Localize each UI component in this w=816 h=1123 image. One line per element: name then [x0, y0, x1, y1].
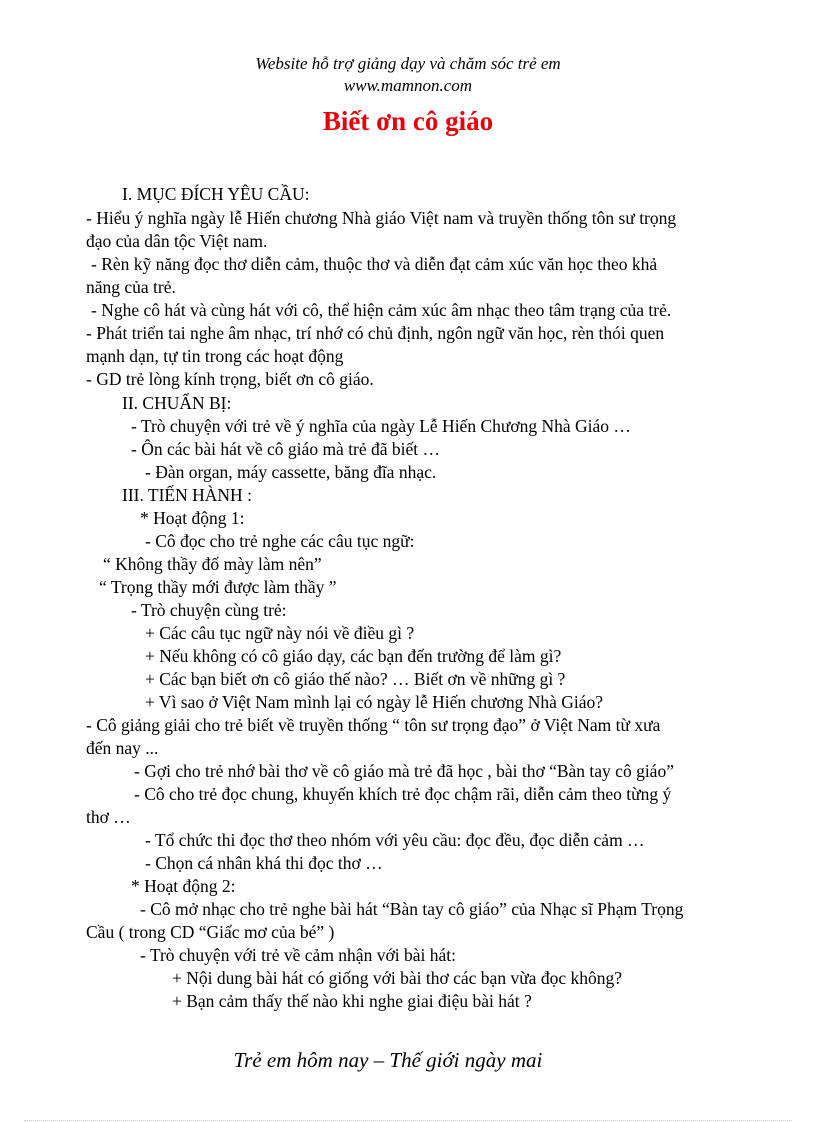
footer-slogan: Trẻ em hôm nay – Thế giới ngày mai — [233, 1048, 543, 1072]
text-line: - Nghe cô hát và cùng hát với cô, thể hiện cảm xúc âm nhạc theo tâm trạng của trẻ. — [91, 300, 672, 320]
text-line: - Rèn kỹ năng đọc thơ diễn cảm, thuộc thơ và diễn đạt cảm xúc văn học theo khả — [91, 254, 658, 274]
text-line: + Nếu không có cô giáo dạy, các bạn đến trường để làm gì? — [145, 646, 562, 666]
page-edge-divider — [24, 1120, 792, 1121]
text-line: - Ôn các bài hát về cô giáo mà trẻ đã biết … — [131, 439, 441, 459]
text-line: + Nội dung bài hát có giống với bài thơ các bạn vừa đọc không? — [172, 968, 622, 988]
text-line: + Các bạn biết ơn cô giáo thế nào? … Biết ơn về những gì ? — [145, 669, 566, 689]
text-line: đến nay ... — [86, 738, 159, 758]
proverb-line: “ Không thầy đố mày làm nên” — [103, 554, 322, 574]
activity-heading: * Hoạt động 1: — [140, 508, 245, 528]
text-line: - GD trẻ lòng kính trọng, biết ơn cô giáo. — [86, 369, 374, 389]
text-line: + Vì sao ở Việt Nam mình lại có ngày lễ Hiến chương Nhà Giáo? — [145, 692, 604, 712]
proverb-line: “ Trọng thầy mới được làm thầy ” — [99, 577, 337, 597]
text-line: - Cô mở nhạc cho trẻ nghe bài hát “Bàn tay cô giáo” của Nhạc sĩ Phạm Trọng — [140, 899, 684, 919]
document-title: Biết ơn cô giáo — [322, 106, 494, 136]
text-line: - Phát triển tai nghe âm nhạc, trí nhớ có chủ định, ngôn ngữ văn học, rèn thói quen — [86, 323, 665, 343]
text-line: mạnh dạn, tự tin trong các hoạt động — [86, 346, 344, 366]
text-line: - Trò chuyện cùng trẻ: — [131, 600, 287, 620]
text-line: - Trò chuyện với trẻ về ý nghĩa của ngày Lễ Hiến Chương Nhà Giáo … — [131, 416, 631, 436]
text-line: - Đàn organ, máy cassette, băng đĩa nhạc. — [145, 462, 437, 482]
header-website-line: Website hỗ trợ giảng dạy và chăm sóc trẻ em — [255, 54, 561, 73]
text-line: - Cô giảng giải cho trẻ biết về truyền thống “ tôn sư trọng đạo” ở Việt Nam từ xưa — [86, 715, 661, 735]
section-heading-procedure: III. TIẾN HÀNH : — [122, 485, 252, 505]
header-url: www.mamnon.com — [343, 76, 473, 95]
text-line: - Cô cho trẻ đọc chung, khuyến khích trẻ đọc chậm rãi, diễn cảm theo từng ý — [134, 784, 672, 804]
text-line: thơ … — [86, 807, 131, 827]
text-line: + Các câu tục ngữ này nói về điều gì ? — [145, 623, 415, 643]
text-line: năng của trẻ. — [86, 277, 176, 297]
text-line: đạo của dân tộc Việt nam. — [86, 231, 268, 251]
section-heading-objectives: I. MỤC ĐÍCH YÊU CẦU: — [122, 184, 310, 204]
section-heading-preparation: II. CHUẨN BỊ: — [122, 393, 232, 413]
text-line: - Trò chuyện với trẻ về cảm nhận với bài hát: — [140, 945, 456, 965]
text-line: - Cô đọc cho trẻ nghe các câu tục ngữ: — [145, 531, 415, 551]
text-line: + Bạn cảm thấy thế nào khi nghe giai điệu bài hát ? — [172, 991, 532, 1011]
text-line: - Hiểu ý nghĩa ngày lễ Hiến chương Nhà giáo Việt nam và truyền thống tôn sư trọng — [86, 208, 677, 228]
text-line: - Gợi cho trẻ nhớ bài thơ về cô giáo mà trẻ đã học , bài thơ “Bàn tay cô giáo” — [134, 761, 674, 781]
text-line: Cầu ( trong CD “Giấc mơ của bé” ) — [86, 922, 335, 942]
activity-heading: * Hoạt động 2: — [131, 876, 236, 896]
text-line: - Chọn cá nhân khá thi đọc thơ … — [145, 853, 383, 873]
text-line: - Tổ chức thi đọc thơ theo nhóm với yêu cầu: đọc đều, đọc diễn cảm … — [145, 830, 645, 850]
